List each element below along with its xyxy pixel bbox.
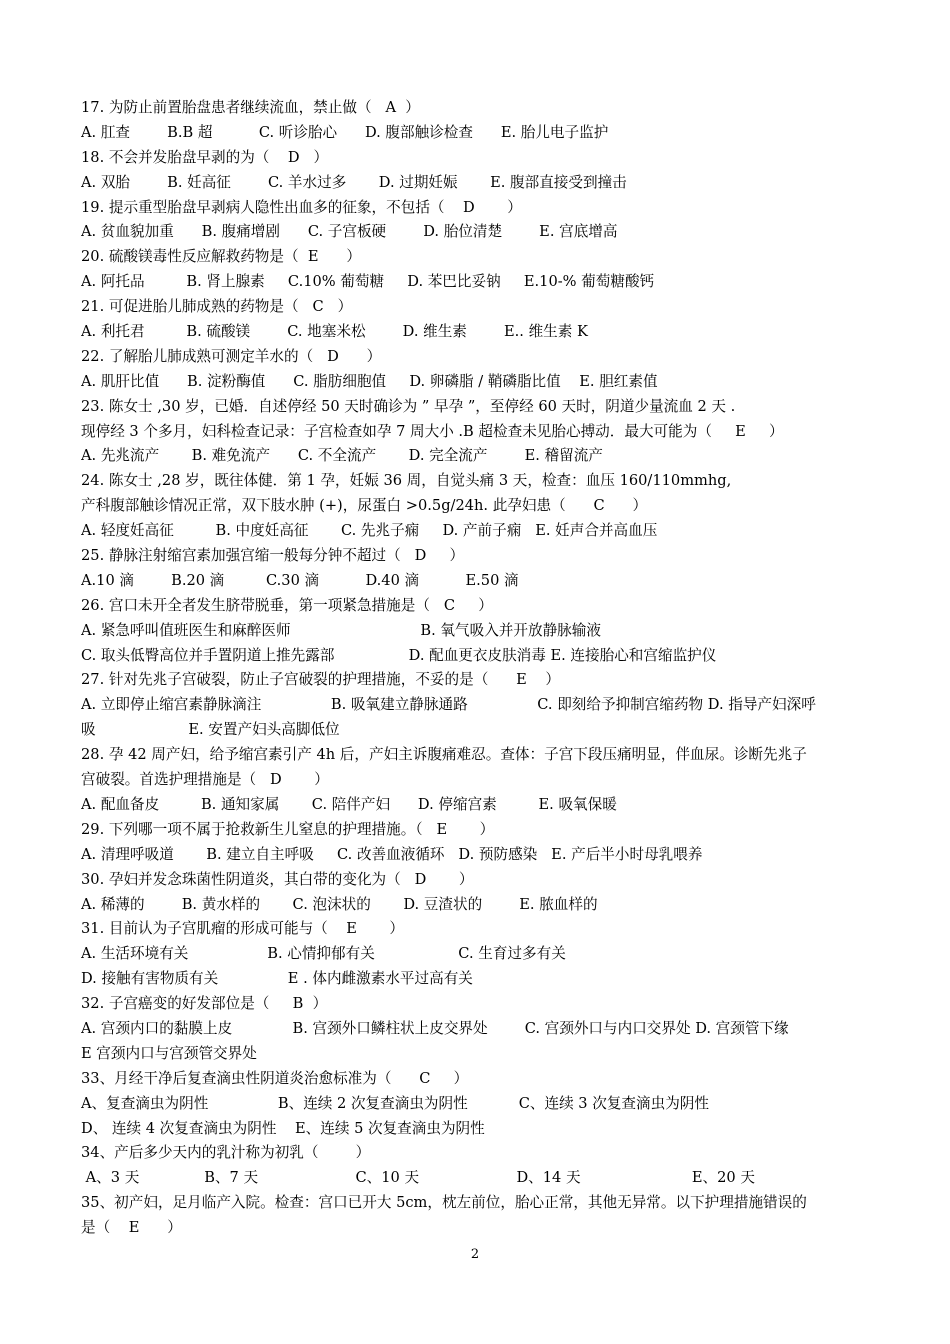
text-line: A. 肌肝比值 B. 淀粉酶值 C. 脂肪细胞值 D. 卵磷脂 / 鞘磷脂比值 E. 胆红素值 [81, 372, 658, 390]
text-line: 产科腹部触诊情况正常，双下肢水肿 (+)，尿蛋白 >0.5g/24h. 此孕妇患（ C ） [81, 497, 648, 515]
text-line: A. 先兆流产 B. 难免流产 C. 不全流产 D. 完全流产 E. 稽留流产 [81, 447, 603, 465]
text-line: A.10 滴 B.20 滴 C.30 滴 D.40 滴 E.50 滴 [81, 571, 519, 589]
text-line: A. 配血备皮 B. 通知家属 C. 陪伴产妇 D. 停缩宫素 E. 吸氧保暖 [81, 795, 617, 813]
text-line: 吸 E. 安置产妇头高脚低位 [81, 721, 340, 739]
text-line: A、复查滴虫为阴性 B、连续 2 次复查滴虫为阴性 C、连续 3 次复查滴虫为阴性 [81, 1094, 709, 1112]
text-line: 30. 孕妇并发念珠菌性阴道炎，其白带的变化为（ D ） [81, 870, 474, 888]
text-line: 17. 为防止前置胎盘患者继续流血，禁止做（ A ） [81, 99, 420, 116]
text-line: 现停经 3 个多月，妇科检查记录：子宫检查如孕 7 周大小 .B 超检查未见胎心搏动．最大可能为（ E ） [81, 422, 784, 440]
text-line: A. 贫血貌加重 B. 腹痛增剧 C. 子宫板硬 D. 胎位清楚 E. 宫底增高 [81, 223, 618, 241]
text-line: A. 生活环境有关 B. 心情抑郁有关 C. 生育过多有关 [81, 945, 566, 963]
text-line: 32. 子宫癌变的好发部位是（ B ） [81, 995, 328, 1013]
text-line: A. 肛查 B.B 超 C. 听诊胎心 D. 腹部触诊检查 E. 胎儿电子监护 [81, 123, 609, 141]
text-line: A. 利托君 B. 硫酸镁 C. 地塞米松 D. 维生素 E.. 维生素 K [81, 323, 588, 341]
text-line: A. 轻度妊高征 B. 中度妊高征 C. 先兆子痫 D. 产前子痫 E. 妊声合并高血压 [81, 522, 658, 540]
text-line: A. 阿托品 B. 肾上腺素 C.10% 葡萄糖 D. 苯巴比妥钠 E.10-% 葡萄糖酸钙 [81, 273, 655, 291]
text-line: 宫破裂。首选护理措施是（ D ） [81, 771, 329, 789]
text-line: D、 连续 4 次复查滴虫为阴性 E、连续 5 次复查滴虫为阴性 [81, 1119, 485, 1137]
text-line: 21. 可促进胎儿肺成熟的药物是（ C ） [81, 298, 353, 316]
text-line: A. 紧急呼叫值班医生和麻醉医师 B. 氧气吸入并开放静脉输液 [81, 621, 601, 639]
text-line: 20. 硫酸镁毒性反应解救药物是（ E ） [81, 248, 361, 266]
text-line: 25. 静脉注射缩宫素加强宫缩一般每分钟不超过（ D ） [81, 547, 465, 565]
text-line: 18. 不会并发胎盘早剥的为（ D ） [81, 148, 329, 166]
text-line: A. 宫颈内口的黏膜上皮 B. 宫颈外口鳞柱状上皮交界处 C. 宫颈外口与内口交界处 D. 宫颈管下缘 [81, 1019, 789, 1037]
text-line: A. 清理呼吸道 B. 建立自主呼吸 C. 改善血液循环 D. 预防感染 E. 产后半小时母乳喂养 [81, 845, 703, 863]
text-line: 26. 宫口未开全者发生脐带脱垂，第一项紧急措施是（ C ） [81, 596, 493, 614]
text-line: 24. 陈女士 ,28 岁，既往体健．第 1 孕，妊娠 36 周，自觉头痛 3 天，检查：血压 160/110mmhg, [81, 472, 732, 490]
text-line: A、3 天 B、7 天 C、10 天 D、14 天 E、20 天 [81, 1169, 755, 1187]
text-line: 是（ E ） [81, 1219, 182, 1237]
text-line: E 宫颈内口与宫颈管交界处 [81, 1044, 257, 1062]
text-line: D. 接触有害物质有关 E . 体内雌激素水平过高有关 [81, 970, 473, 988]
text-line: 29. 下列哪一项不属于抢救新生儿窒息的护理措施。（ E ） [81, 820, 495, 838]
text-line: A. 稀薄的 B. 黄水样的 C. 泡沫状的 D. 豆渣状的 E. 脓血样的 [81, 895, 598, 913]
text-line: 34、产后多少天内的乳汁称为初乳（ ） [81, 1144, 371, 1162]
text-line: A. 双胎 B. 妊高征 C. 羊水过多 D. 过期妊娠 E. 腹部直接受到撞击 [81, 173, 627, 191]
page-number: 2 [470, 1247, 480, 1262]
text-line: 22. 了解胎儿肺成熟可测定羊水的（ D ） [81, 347, 382, 365]
text-line: 19. 提示重型胎盘早剥病人隐性出血多的征象，不包括（ D ） [81, 198, 522, 216]
text-line: 27. 针对先兆子宫破裂，防止子宫破裂的护理措施，不妥的是（ E ） [81, 671, 560, 689]
text-line: 33、月经干净后复查滴虫性阴道炎治愈标准为（ C ） [81, 1069, 469, 1087]
text-line: C. 取头低臀高位并手置阴道上推先露部 D. 配血更衣皮肤消毒 E. 连接胎心和宫缩监护仪 [81, 646, 717, 664]
text-line: 23. 陈女士 ,30 岁，已婚．自述停经 50 天时确诊为 ” 早孕 ”，至停经 60 天时，阴道少量流血 2 天 . [81, 397, 736, 415]
question-list [81, 96, 871, 1241]
text-line: 28. 孕 42 周产妇，给予缩宫素引产 4h 后，产妇主诉腹痛难忍。查体：子宫下段压痛明显，伴血尿。诊断先兆子 [81, 746, 807, 764]
text-line: A. 立即停止缩宫素静脉滴注 B. 吸氧建立静脉通路 C. 即刻给予抑制宫缩药物 D. 指导产妇深呼 [81, 696, 816, 714]
text-line: 35、初产妇，足月临产入院。检查：宫口已开大 5cm，枕左前位，胎心正常，其他无异常。以下护理措施错误的 [81, 1194, 807, 1212]
text-line: 31. 目前认为子宫肌瘤的形成可能与（ E ） [81, 920, 405, 938]
